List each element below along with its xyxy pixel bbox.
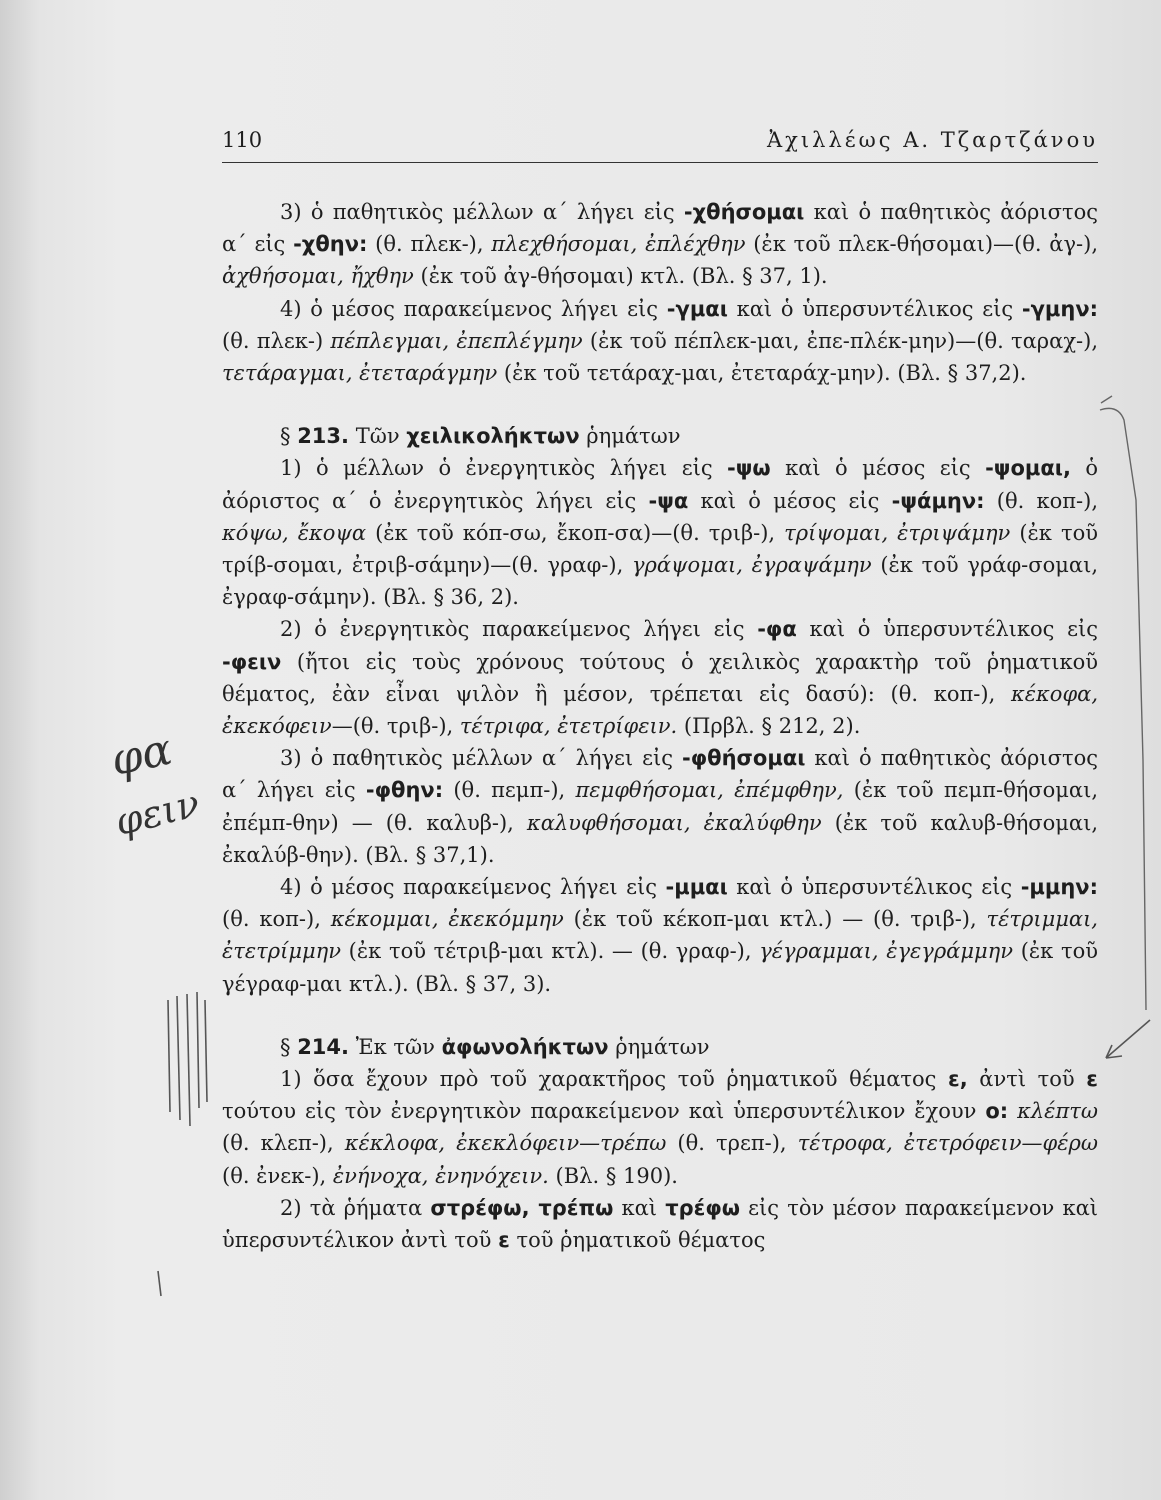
paragraph: 3) ὁ παθητικὸς μέλλων α΄ λήγει εἰς -χθήσομαι καὶ ὁ παθητικὸς ἀόριστος α΄ εἰς -χθην: (θ. πλεκ-), πλεχθήσομαι, ἐπλέχθην (ἐκ τοῦ πλεκ-θήσομαι)—(θ. ἀγ-), ἀχθήσομαι, ἤχθην (ἐκ τοῦ ἀγ-θήσομαι) κτλ. (Βλ. § 37, 1).	[222, 200, 1098, 289]
running-head: Ἀχιλλέως Α. Τζαρτζάνου	[767, 128, 1098, 152]
paragraph: 2) τὰ ῥήματα στρέφω, τρέπω καὶ τρέφω εἰς τὸν μέσον παρακείμενον καὶ ὑπερσυντέλικον ἀντὶ τοῦ ε τοῦ ῥηματικοῦ θέματος	[222, 1195, 1098, 1253]
margin-bracket	[1100, 396, 1146, 1010]
section-heading: § 214. Ἐκ τῶν ἀφωνολήκτων ῥημάτων	[280, 1034, 710, 1059]
margin-note-2: φειν	[110, 780, 204, 845]
paragraph: 4) ὁ μέσος παρακείμενος λήγει εἰς -μμαι καὶ ὁ ὑπερσυντέλικος εἰς -μμην: (θ. κοπ-), κέκομμαι, ἐκεκόμμην (ἐκ τοῦ κέκοπ-μαι κτλ.) — (θ. τριβ-), τέτριμμαι, ἐτετρίμμην (ἐκ τοῦ τέτριβ-μαι κτλ). — (θ. γραφ-), γέγραμμαι, ἐγεγράμμην (ἐκ τοῦ γέγραφ-μαι κτλ.). (Βλ. § 37, 3).	[222, 875, 1098, 996]
paragraph: 1) ὁ μέλλων ὁ ἐνεργητικὸς λήγει εἰς -ψω καὶ ὁ μέσος εἰς -ψομαι, ὁ ἀόριστος α΄ ὁ ἐνεργητικὸς λήγει εἰς -ψα καὶ ὁ μέσος εἰς -ψάμην: (θ. κοπ-), κόψω, ἔκοψα (ἐκ τοῦ κόπ-σω, ἔκοπ-σα)—(θ. τριβ-), τρίψομαι, ἐτριψάμην (ἐκ τοῦ τρίβ-σομαι, ἐτριβ-σάμην)—(θ. γραφ-), γράψομαι, ἐγραψάμην (ἐκ τοῦ γράφ-σομαι, ἐγραφ-σάμην). (Βλ. § 36, 2).	[222, 456, 1099, 610]
section-heading: § 213. Τῶν χειλικολήκτων ῥημάτων	[280, 424, 681, 449]
paragraph: 4) ὁ μέσος παρακείμενος λήγει εἰς -γμαι καὶ ὁ ὑπερσυντέλικος εἰς -γμην: (θ. πλεκ-) πέπλεγμαι, ἐπεπλέγμην (ἐκ τοῦ πέπλεκ-μαι, ἐπε-πλέκ-μην)—(θ. ταραχ-), τετάραγμαι, ἐτεταράγμην (ἐκ τοῦ τετάραχ-μαι, ἐτεταράχ-μην). (Βλ. § 37,2).	[222, 296, 1099, 386]
paragraph: 3) ὁ παθητικὸς μέλλων α΄ λήγει εἰς -φθήσομαι καὶ ὁ παθητικὸς ἀόριστος α΄ λήγει εἰς -φθην: (θ. πεμπ-), πεμφθήσομαι, ἐπέμφθην, (ἐκ τοῦ πεμπ-θήσομαι, ἐπέμπ-θην) — (θ. καλυβ-), καλυφθήσομαι, ἐκαλύφθην (ἐκ τοῦ καλυβ-θήσομαι, ἐκαλύβ-θην). (Βλ. § 37,1).	[222, 746, 1099, 867]
margin-note-1: φα	[106, 723, 177, 787]
margin-arrow-icon	[1106, 1020, 1150, 1058]
page-number: 110	[222, 128, 263, 152]
paragraph: 1) ὅσα ἔχουν πρὸ τοῦ χαρακτῆρος τοῦ ῥηματικοῦ θέματος ε, ἀντὶ τοῦ ε τούτου εἰς τὸν ἐνεργητικὸν παρακείμενον καὶ ὑπερσυντέλικον ἔχουν ο: κλέπτω (θ. κλεπ-), κέκλοφα, ἐκεκλόφειν—τρέπω (θ. τρεπ-), τέτροφα, ἐτετρόφειν—φέρω (θ. ἐνεκ-), ἐνήνοχα, ἐνηνόχειν. (Βλ. § 190).	[222, 1067, 1098, 1188]
paragraph: 2) ὁ ἐνεργητικὸς παρακείμενος λήγει εἰς -φα καὶ ὁ ὑπερσυντέλικος εἰς -φειν (ἤτοι εἰς τοὺς χρόνους τούτους ὁ χειλικὸς χαρακτὴρ τοῦ ῥηματικοῦ θέματος, ἐὰν εἶναι ψιλὸν ἢ μέσον, τρέπεται εἰς δασύ): (θ. κοπ-), κέκοφα, ἐκεκόφειν—(θ. τριβ-), τέτριφα, ἐτετρίφειν. (Πρβλ. § 212, 2).	[222, 617, 1098, 739]
margin-strokes	[158, 992, 207, 1296]
